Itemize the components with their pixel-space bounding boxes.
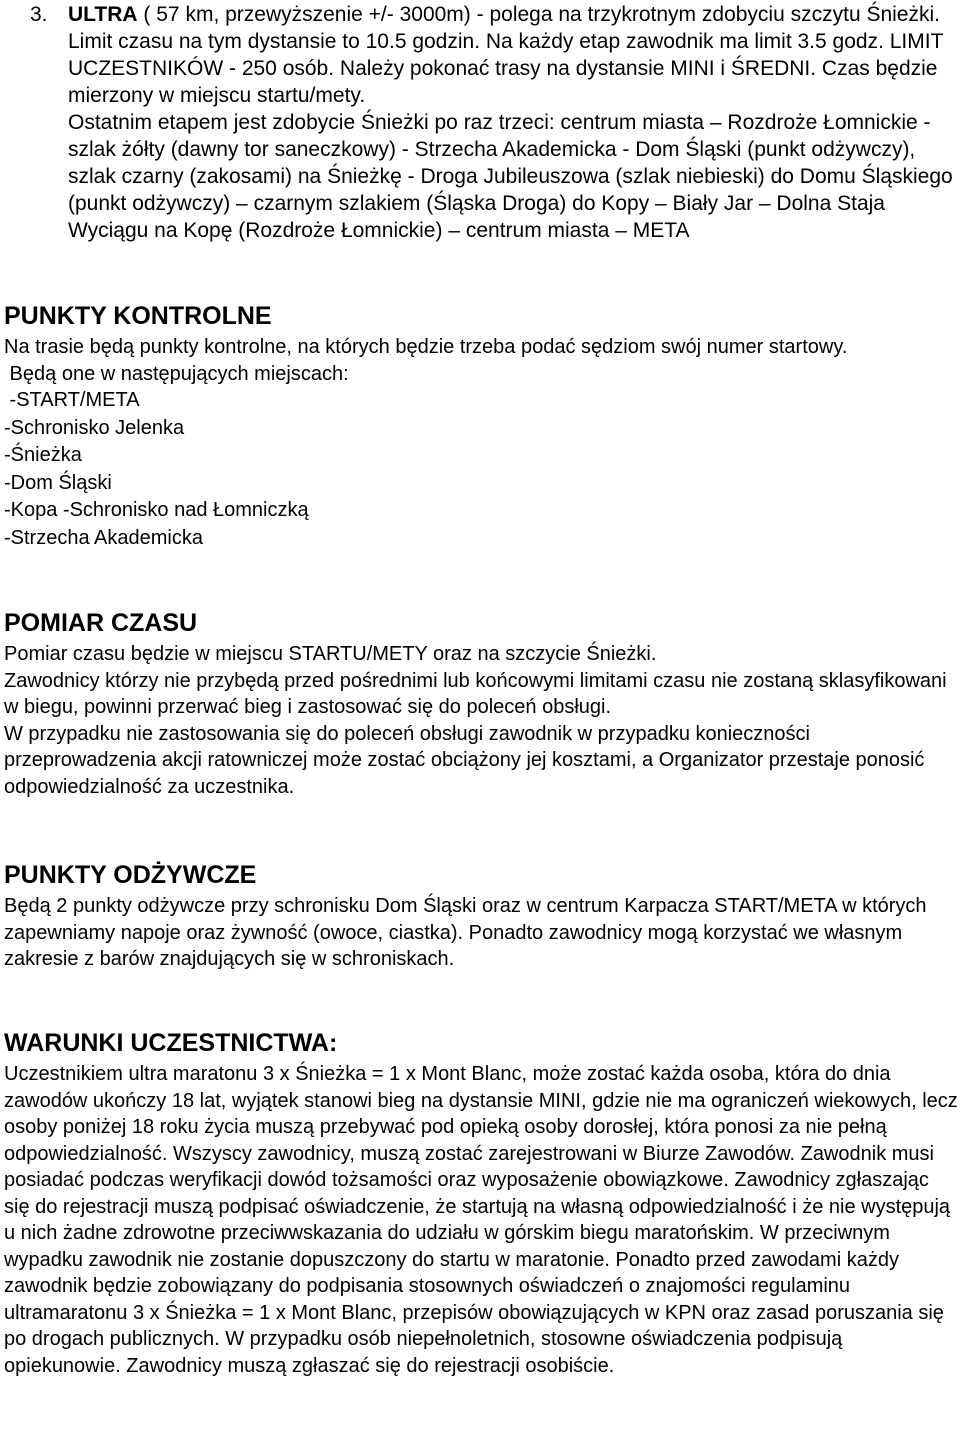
list-item: -Strzecha Akademicka — [4, 526, 203, 549]
conditions-section — [4, 1028, 958, 1379]
ultra-intro — [68, 1, 956, 109]
ultra-description — [68, 1, 956, 244]
conditions-heading: WARUNKI UCZESTNICTWA: — [4, 1029, 338, 1057]
checkpoints-lead: Będą one w następujących miejscach: — [4, 362, 349, 385]
ultra-intro-text: ( 57 km, przewyższenie +/- 3000m) - polega na trzykrotnym zdobyciu szczytu Śnieżki. Limit czasu na tym dystansie to 10.5 godzin. Na każdy etap zawodnik ma limit 3.5 godz. LIMIT UCZESTNIKÓW - 250 osób. Należy pokonać trasy na dystansie MINI i ŚREDNI. Czas będzie mierzony w miejscu startu/mety. — [68, 3, 944, 107]
checkpoints-heading: PUNKTY KONTROLNE — [4, 302, 272, 330]
timing-paragraph-3: W przypadku nie zastosowania się do poleceń obsługi zawodnik w przypadku konieczności przeprowadzenia akcji ratowniczej może zostać obciążony jej kosztami, a Organizator przestaje ponosić odpowiedzialność za uczestnika. — [4, 722, 925, 798]
list-item: -Kopa -Schronisko nad Łomniczką — [4, 499, 309, 521]
list-item: -Schronisko Jelenka — [4, 416, 185, 439]
timing-paragraph-1: Pomiar czasu będzie w miejscu STARTU/METY oraz na szczycie Śnieżki. — [4, 643, 657, 665]
timing-heading: POMIAR CZASU — [4, 609, 198, 637]
timing-paragraph-2: Zawodnicy którzy nie przybędą przed pośrednimi lub końcowymi limitami czasu nie zostaną sklasyfikowani w biegu, powinni przerwać bieg i zastosować się do poleceń obsługi. — [4, 669, 947, 718]
timing-section — [4, 608, 958, 800]
feeding-section — [4, 860, 958, 973]
feeding-paragraph: Będą 2 punkty odżywcze przy schronisku Dom Śląski oraz w centrum Karpacza START/META w których zapewniamy napoje oraz żywność (owoce, ciastka). Ponadto zawodnicy mogą korzystać we własnym zakresie z barów znajdujących się w schroniskach. — [4, 895, 927, 970]
conditions-paragraph: Uczestnikiem ultra maratonu 3 x Śnieżka = 1 x Mont Blanc, może zostać każda osoba, która do dnia zawodów ukończy 18 lat, wyjątek stanowi bieg na dystansie MINI, gdzie nie ma ograniczeń wiekowych, lecz osoby poniżej 18 roku życia muszą przebywać pod opieką osoby dorosłej, która ponosi za nie pełną odpowiedzialność. Wszyscy zawodnicy, muszą zostać zarejestrowani w Biurze Zawodów. Zawodnik musi posiadać podczas weryfikacji dowód tożsamości oraz wyposażenie obowiązkowe. Zawodnicy zgłaszając się do rejestracji muszą podpisać oświadczenie, że startują na własną odpowiedzialność i że nie występują u nich żadne zdrowotne przeciwwskazania do udziału w górskim biegu maratońskim. W przeciwnym wypadku zawodnik nie zostanie dopuszczony do startu w maratonie. Ponadto przed zawodami każdy zawodnik będzie zobowiązany do podpisania stosownych oświadczeń o znajomości regulaminu ultramaratonu 3 x Śnieżka = 1 x Mont Blanc, przepisów obowiązujących w KPN oraz zasad poruszania się po drogach publicznych. W przypadku osób niepełnoletnich, stosowne oświadczenia podpisują opiekunowie. Zawodnicy muszą zgłaszać się do rejestracji osobiście. — [4, 1063, 958, 1377]
feeding-heading: PUNKTY ODŻYWCZE — [4, 861, 257, 889]
list-item: -Dom Śląski — [4, 471, 112, 494]
checkpoints-list — [4, 387, 958, 552]
list-item: -Śnieżka — [4, 444, 82, 466]
ultra-route: Ostatnim etapem jest zdobycie Śnieżki po raz trzeci: centrum miasta – Rozdroże Łomnickie - szlak żółty (dawny tor saneczkowy) - Strzecha Akademicka - Dom Śląski (punkt odżywczy), szlak czarny (zakosami) na Śnieżkę - Droga Jubileuszowa (szlak niebieski) do Domu Śląskiego (punkt odżywczy) – czarnym szlakiem (Śląska Droga) do Kopy – Biały Jar – Dolna Staja Wyciągu na Kopę (Rozdroże Łomnickie) – centrum miasta – META — [68, 111, 953, 242]
ultra-title: ULTRA — [68, 3, 138, 26]
list-item: -START/META — [4, 389, 140, 411]
list-number: 3. — [30, 3, 48, 26]
checkpoints-section — [4, 301, 958, 552]
checkpoints-intro: Na trasie będą punkty kontrolne, na których będzie trzeba podać sędziom swój numer startowy. — [4, 336, 848, 358]
